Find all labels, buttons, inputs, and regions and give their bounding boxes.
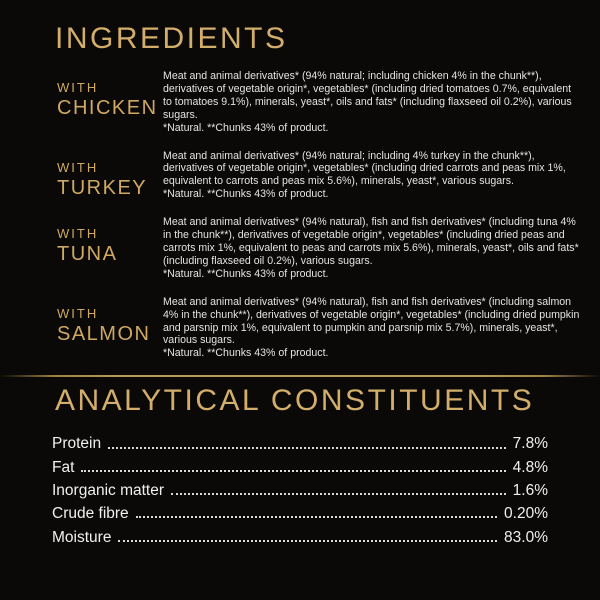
variant-label: [57, 216, 163, 281]
constituent-label: Moisture: [52, 528, 112, 546]
ingredient-section-tuna: [0, 216, 600, 281]
ingredient-paragraph: Meat and animal derivatives* (94% natural; including 4% turkey in the chunk**), derivatives of vegetable origin*, vegetables* (including dried carrots and peas mix 1%, equivalent to carrots and peas mix 5.6%), minerals, yeast*, various sugars.: [163, 149, 566, 188]
ingredient-paragraph: Meat and animal derivatives* (94% natural; including chicken 4% in the chunk**), derivatives of vegetable origin*, vegetables* (including dried tomatoes 0.7%, equivalent to tomatoes 9.1%), minerals, yeast*, oils and fats* (including flaxseed oil 0.2%), various sugars.: [163, 70, 572, 121]
dotted-leader: [171, 493, 506, 495]
variant-label-name: SALMON: [57, 322, 151, 345]
ingredient-section-chicken: [0, 70, 600, 135]
table-row-fat: [52, 453, 548, 476]
constituent-value: 7.8%: [512, 435, 548, 453]
ingredient-section-turkey: [0, 150, 600, 202]
variant-label-prefix: WITH: [57, 226, 99, 242]
ingredient-text: [163, 216, 581, 281]
variant-label-name: TURKEY: [57, 176, 148, 199]
dotted-leader: [81, 470, 505, 472]
constituent-value: 4.8%: [512, 458, 548, 476]
ingredient-text: [163, 296, 581, 361]
dotted-leader: [118, 540, 497, 542]
constituent-value: 1.6%: [512, 482, 548, 500]
variant-label-name: TUNA: [57, 243, 118, 266]
ingredient-section-salmon: [0, 296, 600, 361]
constituent-value: 0.20%: [504, 505, 548, 523]
table-row-crude-fibre: [52, 499, 548, 522]
variant-label: [57, 296, 163, 361]
ingredient-footnote: *Natural. **Chunks 43% of product.: [163, 347, 329, 360]
analytical-constituents-table: [0, 416, 600, 545]
ingredients-sections: [0, 54, 600, 360]
ingredient-text: [163, 150, 581, 202]
variant-label: [57, 70, 163, 135]
constituent-label: Fat: [52, 458, 75, 476]
ingredient-paragraph: Meat and animal derivatives* (94% natural), fish and fish derivatives* (including tuna 4% in the chunk**), derivatives of vegetable origin*, vegetables* (including dried peas and carrots mix 1%, equivalent to peas and carrots mix 5.6%), minerals, yeast*, oils and fats* (including flaxseed oil 0.2%), various sugars.: [163, 216, 579, 267]
ingredient-text: [163, 70, 581, 135]
constituent-label: Crude fibre: [52, 505, 129, 523]
ingredient-footnote: *Natural. **Chunks 43% of product.: [163, 267, 329, 280]
variant-label-prefix: WITH: [57, 159, 99, 175]
constituent-label: Protein: [52, 435, 102, 453]
table-row-protein: [52, 429, 548, 452]
variant-label-prefix: WITH: [57, 305, 99, 321]
ingredient-footnote: *Natural. **Chunks 43% of product.: [163, 188, 329, 201]
table-row-inorganic-matter: [52, 476, 548, 499]
constituent-label: Inorganic matter: [52, 482, 164, 500]
variant-label-prefix: WITH: [57, 80, 99, 95]
constituent-value: 83.0%: [504, 528, 548, 546]
variant-label-name: CHICKEN: [57, 97, 158, 119]
variant-label: [57, 150, 163, 202]
ingredient-paragraph: Meat and animal derivatives* (94% natural), fish and fish derivatives* (including salmon 4% in the chunk**), derivatives of vegetable origin*, vegetables* (including dried pumpkin and parsnip mix 1%, equivalent to pumpkin and parsnip mix 5.7%), minerals, yeast*, various sugars.: [163, 295, 580, 347]
ingredient-footnote: *Natural. **Chunks 43% of product.: [163, 121, 329, 134]
table-row-moisture: [52, 522, 548, 545]
analytical-constituents-heading: ANALYTICAL CONSTITUENTS: [55, 384, 535, 418]
ingredients-heading: INGREDIENTS: [55, 22, 288, 55]
dotted-leader: [108, 447, 506, 449]
dotted-leader: [136, 516, 497, 518]
